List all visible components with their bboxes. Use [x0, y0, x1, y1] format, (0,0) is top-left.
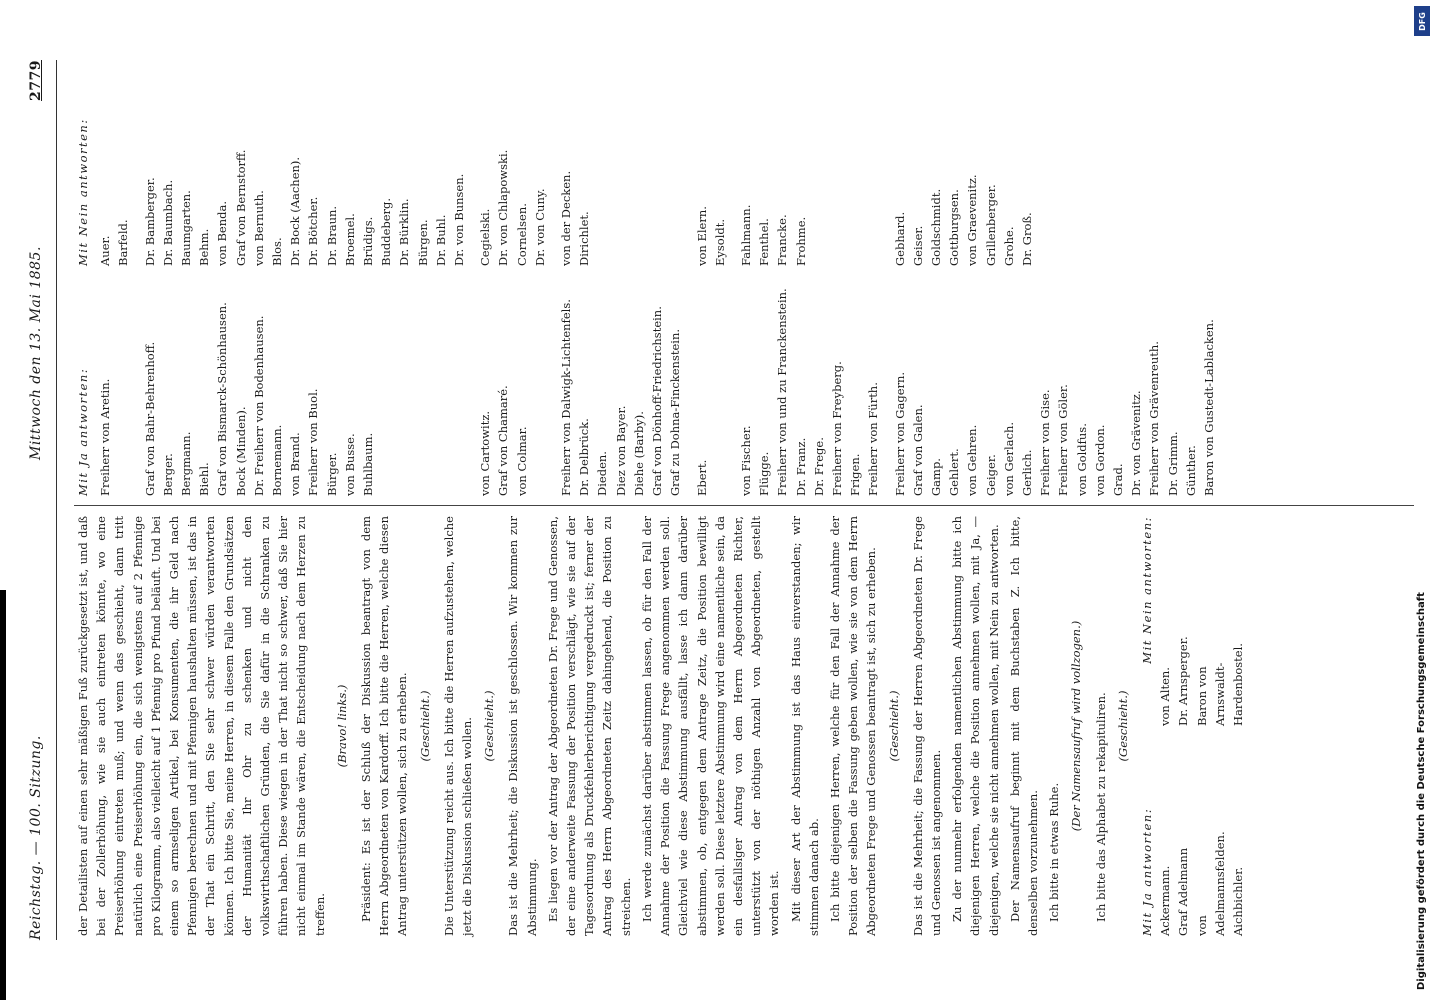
- name-entry: von Goldfus.: [1074, 423, 1089, 496]
- name-entry: Aichbichler.: [1230, 866, 1245, 936]
- paragraph: Präsident: Es ist der Schluß der Diskussion beantragt von dem Herrn Abgeordneten von Kardorff. Ich bitte die Herren, welche diesen Antrag unterstützen wollen, sich zu erheben.: [359, 516, 410, 936]
- ja-list: [737, 266, 883, 496]
- name-entry: Bürger.: [324, 452, 339, 496]
- name-entry: Graf von Chamaré.: [496, 385, 511, 496]
- name-entry: Goldschmidt.: [928, 188, 943, 266]
- interjection: (Der Namensaufruf wird vollzogen.): [1069, 620, 1084, 832]
- name-entry: Cornelsen.: [514, 203, 529, 266]
- paragraph: Ich bitte das Alphabet zu rekapituliren.: [1093, 692, 1108, 922]
- name-entry: Freiherr von Fürth.: [866, 382, 881, 496]
- name-entry: von Colmar.: [514, 426, 529, 496]
- name-entry: von der Decken.: [559, 170, 574, 266]
- name-entry: Dr. Baumbach.: [160, 179, 175, 266]
- top-rule: [0, 590, 6, 1000]
- name-entry: von Gordon.: [1092, 424, 1107, 496]
- vote-heading: [1138, 516, 1156, 936]
- name-entry: Blos.: [270, 237, 285, 266]
- name-entry: Günther.: [1183, 445, 1198, 496]
- name-entry: Diez von Bayer.: [613, 405, 628, 496]
- dfg-logo: DFG: [1414, 6, 1430, 36]
- name-entry: Graf von Galen.: [910, 404, 925, 496]
- name-entry: Dr. Bock (Aachen).: [288, 156, 303, 266]
- nein-list: [891, 36, 1219, 266]
- name-entry: Dr. Buhl.: [433, 214, 448, 266]
- interjection: (Geschieht.): [1115, 690, 1130, 762]
- name-entry: Bock (Minden).: [233, 406, 248, 496]
- name-entry: Ackermann.: [1158, 865, 1173, 936]
- name-entry: von Brand.: [288, 432, 303, 496]
- vote-list-left: [1156, 516, 1247, 936]
- paragraph: der Detailisten auf einen sehr mäßigen Fuß zurückgesetzt ist, und daß bei der Zollerhöhung, wie sie auch eintreten könnte, wo eine Preiserhöhung eintreten muß; und wenn das geschieht, dann tritt natürlich eine Preiserhöhung ein, die sich wenigstens auf 2 Pfennige pro Kilogramm, also vielleicht auf 1 Pfennig pro Pfund beläuft. Und bei einem so armseligen Artikel, bei Konsumenten, die ihr Geld nach Pfennigen berechnen und mit Pfennigen haushalten müssen, ist das in der That ein Schritt, den Sie sehr schwer würden verantworten können. Ich bitte Sie, meine Herren, in diesem Falle den Grundsätzen der Humanität Ihr Ohr zu schenken und nicht den volkswirthschaftlichen Gründen, die Sie dafür in die Schranken zu führen haben. Diese wiegen in der That nicht so schwer, daß Sie hier nicht einmal im Stande wären, die Entscheidung nach dem Herzen zu treffen.: [76, 516, 327, 936]
- name-entry: Dieden.: [595, 451, 610, 496]
- name-entry: Ebert.: [694, 459, 709, 496]
- name-entry: Graf von Bernstorff.: [233, 149, 248, 266]
- left-column: [74, 516, 1414, 936]
- name-entry: Dr. Grimm.: [1165, 431, 1180, 496]
- name-entry: von Benda.: [215, 200, 230, 266]
- name-entry: Graf zu Dohna-Finckenstein.: [668, 328, 683, 496]
- name-entry: Dr. Bürklin.: [397, 198, 412, 266]
- name-entry: Geiser.: [910, 225, 925, 266]
- nein-list: [693, 36, 729, 266]
- name-entry: Auer.: [98, 235, 113, 266]
- name-entry: Fenthel.: [757, 218, 772, 266]
- name-entry: Dr. Delbrück.: [577, 418, 592, 496]
- name-entry: Freiherr von Freyberg.: [829, 361, 844, 496]
- name-entry: Grad.: [1110, 463, 1125, 496]
- name-entry: von Gerlach.: [1001, 421, 1016, 496]
- name-entry: Graf von Bahr-Behrenhoff.: [142, 341, 157, 496]
- interjection: (Geschieht.): [482, 690, 497, 762]
- name-entry: Flügge.: [757, 451, 772, 496]
- name-entry: Francke.: [775, 214, 790, 266]
- name-entry: Behm.: [197, 228, 212, 266]
- name-entry: Dr. von Chlapowski.: [496, 149, 511, 266]
- nein-list: [557, 36, 684, 266]
- name-entry: Dr. von Grävenitz.: [1129, 390, 1144, 496]
- name-entry: Graf Adelmann von Adelmannsfelden.: [1176, 831, 1227, 936]
- name-entry: Dr. Freiherr von Bodenhausen.: [251, 315, 266, 496]
- name-entry: Baumgarten.: [179, 190, 194, 266]
- name-entry: Grillenberger.: [983, 184, 998, 266]
- vote-group: [96, 36, 132, 496]
- name-entry: Cegielski.: [478, 208, 493, 266]
- interjection: (Geschieht.): [886, 690, 901, 762]
- vote-group: [693, 36, 729, 496]
- nein-list: [141, 36, 469, 266]
- name-entry: Buhlbaum.: [361, 432, 376, 496]
- name-entry: Frigen.: [848, 453, 863, 496]
- name-entry: von Cartowitz.: [478, 410, 493, 496]
- vote-head-ja: Mit Ja antworten:: [1139, 807, 1154, 936]
- name-entry: Dr. Arnsperger.: [1176, 636, 1191, 726]
- vote-heading: [74, 36, 92, 496]
- name-entry: Freiherr von Aretin.: [98, 378, 113, 496]
- vote-group: [737, 36, 883, 496]
- paragraph: Ich bitte diejenigen Herren, welche für den Fall der Annahme der Position der selben die Fassung geben wollen, wie sie von dem Herrn Abgeordneten Frege und Genossen beantragt ist, sich zu erheben.: [827, 516, 879, 936]
- header-rule: [56, 60, 57, 940]
- name-entry: von Fischer.: [738, 425, 753, 496]
- name-entry: Freiherr von Buol.: [306, 388, 321, 496]
- name-entry: Freiherr von Grävenreuth.: [1147, 341, 1162, 496]
- name-entry: Dr. Braun.: [324, 205, 339, 266]
- header-left: Reichstag. — 100. Sitzung.: [28, 735, 44, 940]
- vote-groups: [96, 36, 1218, 496]
- header-date: Mittwoch den 13. Mai 1885.: [28, 246, 44, 460]
- paragraph: Der Namensaufruf beginnt mit dem Buchstaben Z. Ich bitte, denselben vorzunehmen.: [1007, 516, 1040, 936]
- vote-group: [141, 36, 469, 496]
- ja-list: [141, 266, 469, 496]
- name-entry: Dr. Frege.: [811, 437, 826, 496]
- vote-group: [891, 36, 1219, 496]
- digitization-credit: Digitalisierung gefördert durch die Deutsche Forschungsgemeinschaft: [1416, 592, 1427, 990]
- name-entry: Grohe.: [1001, 226, 1016, 266]
- paragraph: Zu der nunmehr erfolgenden namentlichen Abstimmung bitte ich diejenigen Herren, welche die Position annehmen wollen, mit Ja, — diejenigen, welche sie nicht annehmen wollen, mit Nein zu antworten.: [950, 516, 1001, 936]
- ja-list: [891, 266, 1219, 496]
- name-entry: von Gehren.: [965, 424, 980, 496]
- paragraph: Ich werde zunächst darüber abstimmen lassen, ob für den Fall der Annahme der Position die Fassung Frege angenommen werden soll. Gleichviel wie diese Abstimmung ausfällt, lasse ich dann darüber abstimmen, ob, entgegen dem Antrage Zeitz, die Position bewilligt werden soll. Diese letztere Abstimmung wird eine namentliche sein, da ein desfallsiger Antrag von dem Herrn Abgeordneten Richter, unterstützt von der nöthigen Anzahl von Abgeordneten, gestellt worden ist.: [639, 516, 782, 936]
- head-nein: Mit Nein antworten:: [76, 118, 90, 266]
- name-entry: von Elern.: [694, 206, 709, 266]
- name-entry: von Bernuth.: [251, 190, 266, 266]
- name-entry: Dr. von Cuny.: [532, 188, 547, 266]
- name-entry: Gerlich.: [1019, 449, 1034, 496]
- page-header: [28, 60, 54, 940]
- name-entry: Diehe (Barby).: [631, 411, 646, 496]
- name-entry: Buddeberg.: [379, 197, 394, 266]
- interjection: (Bravo! links.): [334, 684, 349, 768]
- name-entry: Freiherr von Gise.: [1038, 389, 1053, 496]
- name-entry: Freiherr von und zu Franckenstein.: [775, 288, 790, 496]
- paragraph: Mit dieser Art der Abstimmung ist das Haus einverstanden; wir stimmen danach ab.: [788, 516, 821, 936]
- vote-head-nein: Mit Nein antworten:: [1139, 516, 1154, 664]
- head-ja: Mit Ja antworten:: [76, 367, 90, 496]
- ja-list: [96, 266, 132, 496]
- name-entry: Graf von Bismarck-Schönhausen.: [215, 302, 230, 496]
- name-entry: von Busse.: [342, 433, 357, 496]
- name-entry: Fahlmann.: [738, 204, 753, 266]
- name-entry: von Alten.: [1158, 667, 1173, 726]
- right-column: [74, 36, 1414, 496]
- vote-group: [476, 36, 549, 496]
- name-entry: Dr. Bötcher.: [306, 196, 321, 266]
- ja-list: [693, 266, 729, 496]
- name-entry: Gehlert.: [947, 448, 962, 496]
- nein-list: [476, 36, 549, 266]
- name-entry: von Graevenitz.: [965, 174, 980, 266]
- name-entry: Geiger.: [983, 454, 998, 496]
- paragraph: Es liegen vor der Antrag der Abgeordneten Dr. Frege und Genossen, der eine anderweite Fassung der Position verschlägt, wie sie auf der Tagesordnung als Druckfehlerberichtigung vergedruckt ist; ferner der Antrag des Herrn Abgeordneten Zeitz dahingehend, die Position zu streichen.: [545, 516, 633, 936]
- name-entry: Dirichlet.: [577, 211, 592, 266]
- name-entry: Baron von Gustedt-Lablacken.: [1201, 319, 1216, 496]
- paragraph: Das ist die Mehrheit; die Fassung der Herren Abgeordneten Dr. Frege und Genossen ist angenommen.: [910, 516, 943, 936]
- name-entry: Bornemann.: [270, 424, 285, 496]
- name-entry: Barfeld.: [116, 219, 131, 266]
- ja-list: [1156, 726, 1247, 936]
- name-entry: Freiherr von Dalwigk-Lichtenfels.: [559, 299, 574, 496]
- name-entry: Frohme.: [793, 216, 808, 266]
- column-divider: [74, 505, 1414, 506]
- ja-list: [557, 266, 684, 496]
- name-entry: Dr. Franz.: [793, 437, 808, 496]
- ja-list: [476, 266, 549, 496]
- name-entry: Eysoldt.: [712, 218, 727, 266]
- name-entry: Biehl.: [197, 462, 212, 496]
- name-entry: Freiherr von Göler.: [1056, 384, 1071, 496]
- name-entry: Brüdigs.: [361, 216, 376, 266]
- nein-list: [96, 36, 132, 266]
- name-entry: Freiherr von Gagern.: [892, 371, 907, 496]
- name-entry: Gottburgsen.: [947, 189, 962, 266]
- paragraph: Ich bitte in etwas Ruhe.: [1047, 782, 1062, 922]
- name-entry: Bergmann.: [179, 431, 194, 496]
- paragraph: Die Unterstützung reicht aus. Ich bitte die Herren aufzustehen, welche jetzt die Diskussion schließen wollen.: [441, 516, 475, 936]
- name-entry: Berger.: [160, 453, 175, 496]
- name-entry: Gebhard.: [892, 211, 907, 266]
- name-entry: Dr. von Bunsen.: [452, 173, 467, 266]
- name-entry: Baron von Arnswaldt-Hardenbostel.: [1194, 643, 1245, 726]
- nein-list: [737, 36, 883, 266]
- nein-list: [1156, 516, 1247, 726]
- name-entry: Dr. Bamberger.: [142, 177, 157, 266]
- page-number: 2779: [28, 60, 44, 101]
- name-entry: Dr. Groß.: [1019, 212, 1034, 266]
- name-entry: Bürgen.: [415, 219, 430, 266]
- name-entry: Graf von Dönhoff-Friedrichstein.: [650, 306, 665, 496]
- name-entry: Gamp.: [928, 458, 943, 496]
- vote-group: [557, 36, 684, 496]
- paragraph: Das ist die Mehrheit; die Diskussion ist geschlossen. Wir kommen zur Abstimmung.: [506, 516, 539, 936]
- interjection: (Geschieht.): [417, 690, 432, 762]
- name-entry: Broemel.: [342, 213, 357, 266]
